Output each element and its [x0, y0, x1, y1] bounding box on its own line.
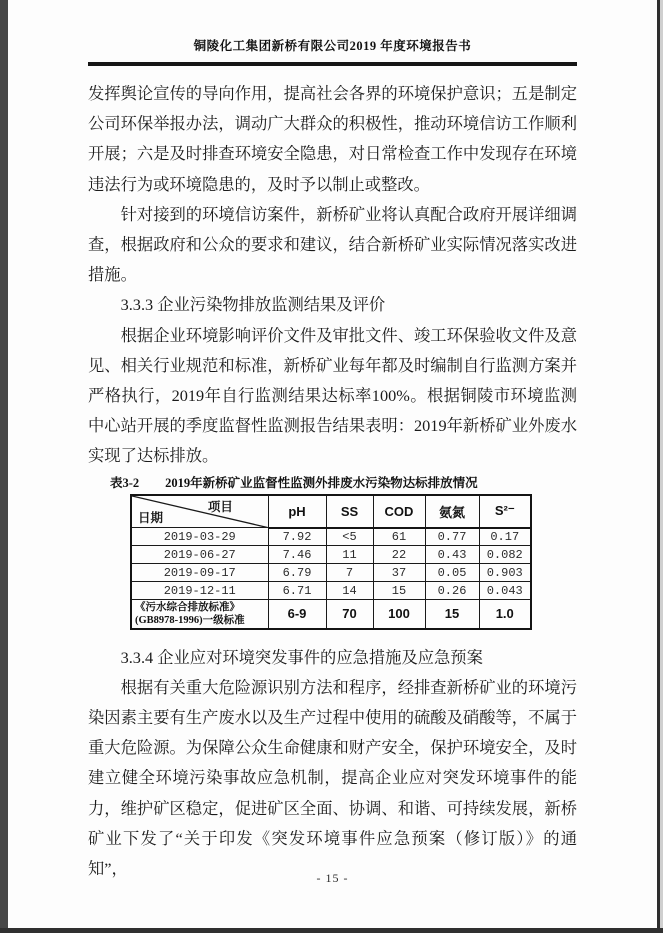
cell-cod: 22: [373, 546, 425, 564]
paragraph-continuation: 发挥舆论宣传的导向作用，提高社会各界的环境保护意识；五是制定公司环保举报办法，调动广大群众的积极性，推动环境信访工作顺利开展；六是及时排查环境安全隐患，对日常检查工作中发现存在环境违法行为或环境隐患的，及时予以制止或整改。: [88, 84, 577, 194]
table-row: [131, 528, 531, 546]
page-header-title: 铜陵化工集团新桥有限公司2019 年度环境报告书: [193, 39, 472, 53]
standard-ss: 70: [326, 600, 373, 629]
row-date: 2019-03-29: [131, 528, 268, 546]
cell-cod: 61: [373, 528, 425, 546]
cell-ss: 7: [326, 564, 373, 582]
corner-label-date: 日期: [138, 511, 164, 526]
body-text-lower: [88, 643, 577, 885]
column-header-nh3n: 氨氮: [425, 495, 479, 528]
scan-edge-bottom: [0, 928, 663, 933]
column-header-ss: SS: [326, 495, 373, 528]
cell-ph: 7.92: [268, 528, 326, 546]
table-row: [131, 564, 531, 582]
cell-nh3n: 0.26: [425, 582, 479, 600]
table-header-row: [131, 495, 531, 528]
table-row: [131, 582, 531, 600]
cell-nh3n: 0.43: [425, 546, 479, 564]
cell-cod: 15: [373, 582, 425, 600]
standard-sulfide: 1.0: [479, 600, 531, 629]
cell-sulfide: 0.17: [479, 528, 531, 546]
cell-ph: 6.79: [268, 564, 326, 582]
document-page: [8, 0, 657, 928]
scan-edge-right: [657, 0, 660, 933]
table-caption-title: 2019年新桥矿业监督性监测外排废水污染物达标排放情况: [165, 475, 478, 490]
table-corner-cell: [131, 495, 268, 528]
corner-label-item: 项目: [207, 499, 233, 514]
cell-ss: 14: [326, 582, 373, 600]
paragraph-petition: 针对接到的环境信访案件，新桥矿业将认真配合政府开展详细调查，根据政府和公众的要求和建议，结合新桥矿业实际情况落实改进措施。: [88, 204, 577, 285]
cell-sulfide: 0.082: [479, 546, 531, 564]
table-row: [131, 546, 531, 564]
paragraph-emergency: 根据有关重大危险源识别方法和程序，经排查新桥矿业的环境污染因素主要有生产废水以及生产过程中使用的硫酸及硝酸等，不属于重大危险源。为保障公众生命健康和财产安全，保护环境安全，及时建立健全环境污染事故应急机制，提高企业应对突发环境事件的能力，维护矿区稳定，促进矿区全面、协调、和谐、可持续发展，新桥矿业下发了“关于印发《突发环境事件应急预案（修订版）》的通知”，: [88, 677, 577, 879]
cell-ph: 7.46: [268, 546, 326, 564]
monitoring-table: [130, 494, 532, 630]
standard-limit-row: [131, 600, 531, 629]
header-rule: [88, 62, 577, 66]
page-number: - 15 -: [316, 871, 349, 885]
table-caption-label: 表3-2: [110, 475, 140, 490]
section-heading-333: 3.3.3 企业污染物排放监测结果及评价: [120, 295, 386, 315]
table-caption: [110, 473, 577, 491]
standard-label-line1: 《污水综合排放标准》: [135, 601, 240, 613]
cell-nh3n: 0.05: [425, 564, 479, 582]
section-heading-334: 3.3.4 企业应对环境突发事件的应急措施及应急预案: [120, 647, 483, 667]
row-date: 2019-12-11: [131, 582, 268, 600]
cell-sulfide: 0.903: [479, 564, 531, 582]
column-header-cod: COD: [373, 495, 425, 528]
column-header-sulfide: S²⁻: [479, 495, 531, 528]
cell-ph: 6.71: [268, 582, 326, 600]
standard-cod: 100: [373, 600, 425, 629]
row-date: 2019-09-17: [131, 564, 268, 582]
row-date: 2019-06-27: [131, 546, 268, 564]
cell-cod: 37: [373, 564, 425, 582]
standard-ph: 6-9: [268, 600, 326, 629]
scan-edge-left: [0, 0, 8, 933]
column-header-ph: pH: [268, 495, 326, 528]
cell-nh3n: 0.77: [425, 528, 479, 546]
standard-label: [131, 600, 268, 629]
cell-ss: <5: [326, 528, 373, 546]
cell-ss: 11: [326, 546, 373, 564]
standard-nh3n: 15: [425, 600, 479, 629]
body-text: [88, 79, 577, 472]
paragraph-monitoring: 根据企业环境影响评价文件及审批文件、竣工环保验收文件及意见、相关行业规范和标准，新桥矿业每年都及时编制自行监测方案并严格执行，2019年自行监测结果达标率100%。根据铜陵市环境监测中心站开展的季度监督性监测报告结果表明：2019年新桥矿业外废水实现了达标排放。: [88, 325, 577, 466]
cell-sulfide: 0.043: [479, 582, 531, 600]
standard-label-line2: (GB8978-1996)一级标准: [135, 614, 245, 626]
